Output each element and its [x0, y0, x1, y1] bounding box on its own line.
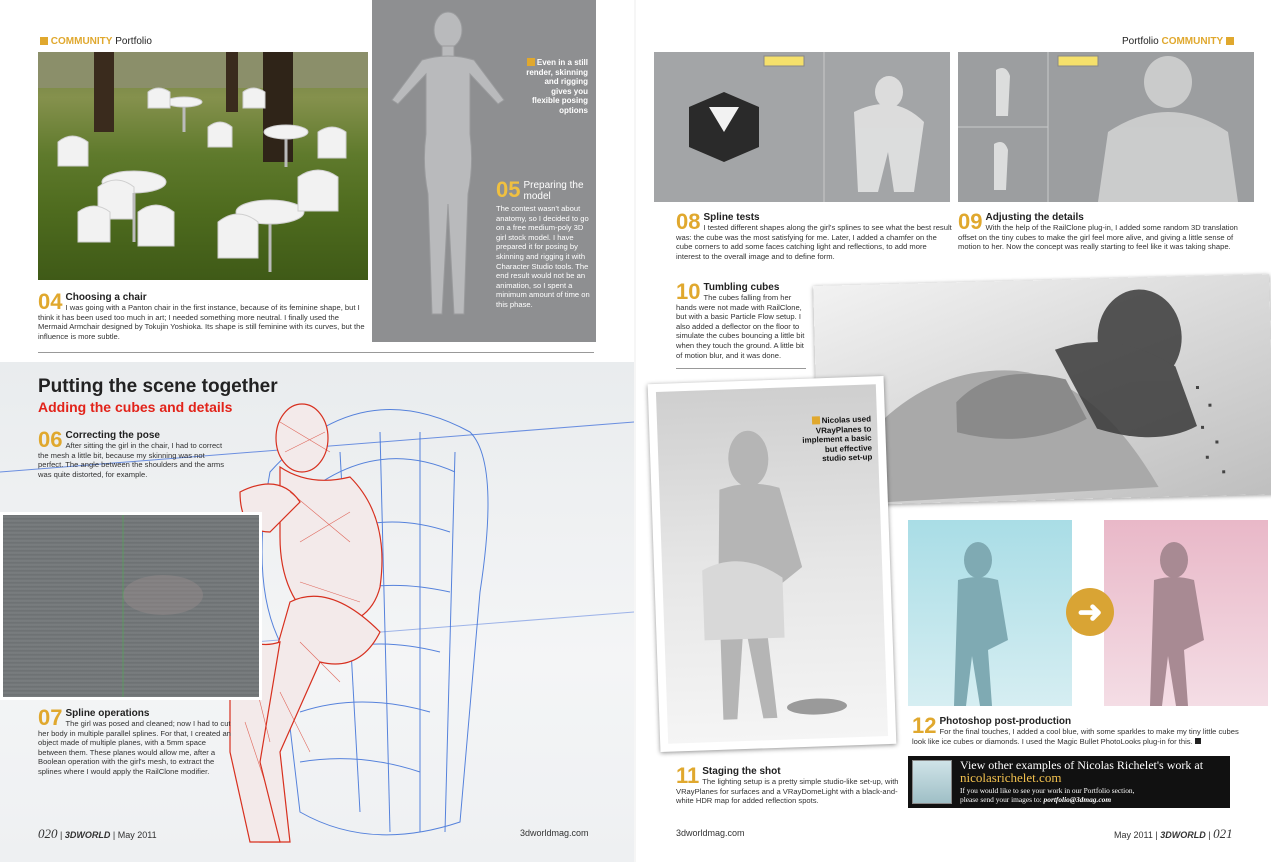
step-08-title: Spline tests [703, 212, 760, 223]
step-09-text: With the help of the RailClone plug-in, I added some random 3D translation offset on the tiny cubes to make the girl feel more alive, and giving a little sense of motion to her. Now the concept was really starting to feel like it was taking shape. [958, 223, 1238, 252]
caption-studio: Nicolas used VRayPlanes to implement a basic but effective studio set-up [802, 414, 873, 464]
promo-email-link[interactable]: portfolio@3dmag.com [1043, 794, 1112, 804]
issue-date: May 2011 [117, 830, 157, 840]
step-12-title: Photoshop post-production [939, 716, 1072, 727]
magazine-brand: 3DWORLD [64, 830, 111, 840]
running-head-left [40, 36, 152, 47]
section-heading: Putting the scene together [38, 376, 278, 397]
after-image-pink [1104, 520, 1268, 706]
step-06 [38, 427, 228, 479]
caption-square-icon [527, 58, 535, 66]
step-09 [958, 209, 1238, 252]
folio-right: May 2011 | 3DWORLD | 021 [1114, 826, 1233, 841]
caption-model: Even in a still render, skinning and rigging gives you flexible posing options [526, 58, 588, 115]
running-head-subsection: Portfolio [115, 36, 152, 47]
left-page [0, 0, 634, 862]
step-11-number: 11 [676, 763, 700, 788]
divider-rule [676, 368, 806, 369]
spline-tests-screenshot [654, 52, 950, 202]
step-10 [676, 279, 808, 360]
running-head-subsection: Portfolio [1122, 36, 1159, 47]
step-10-number: 10 [676, 279, 701, 304]
promo-headline: View other examples of Nicolas Richelet's work at [960, 758, 1204, 772]
divider-rule [38, 352, 594, 353]
page-number: 021 [1213, 826, 1233, 841]
step-12-text: For the final touches, I added a cool blue, with some sparkles to make my tiny little cubes look like ice cubes or diamonds. I used the Magic Bullet PhotoLooks plug-in for this. [912, 727, 1239, 746]
step-05-title: Preparing the model [523, 180, 584, 202]
caption-square-icon [812, 416, 820, 424]
step-11 [676, 763, 906, 806]
section-square-icon [1226, 37, 1234, 45]
step-06-number: 06 [38, 427, 63, 452]
step-05 [496, 177, 592, 310]
step-10-title: Tumbling cubes [703, 282, 780, 293]
step-12-number: 12 [912, 713, 937, 738]
section-header [38, 376, 278, 415]
step-09-title: Adjusting the details [985, 212, 1084, 223]
page-number: 020 [38, 826, 58, 841]
folio-url-right: 3dworldmag.com [676, 828, 745, 838]
right-page [636, 0, 1271, 862]
arrow-right-icon: ➜ [1066, 588, 1114, 636]
running-head-section: COMMUNITY [1161, 36, 1224, 47]
step-08-number: 08 [676, 209, 701, 234]
promo-thumbnail [912, 760, 952, 804]
step-04-text: I was going with a Panton chair in the first instance, because of its feminine shape, but I think it has been used too much in art; I needed something more neutral. I finally used the Mermaid Armchair designed by Tokujin Yoshioka. Its shape is still feminine with its curves, but the influence is more subtle. [38, 303, 365, 341]
step-12 [912, 713, 1252, 746]
step-10-text: The cubes falling from her hands were not made with RailClone, but with a basic Particle Flow setup. I also added a deflector on the floor to simulate the cubes bouncing a little bit when they touch the ground. A little bit of motion blur, and it was done. [676, 293, 805, 360]
promo-box [908, 756, 1230, 808]
studio-render-photo [648, 376, 897, 752]
folio-url-left: 3dworldmag.com [520, 828, 589, 838]
step-04-title: Choosing a chair [65, 292, 147, 303]
step-07-title: Spline operations [65, 708, 150, 719]
step-04-number: 04 [38, 289, 63, 314]
step-07-number: 07 [38, 705, 63, 730]
section-subheading: Adding the cubes and details [38, 399, 233, 415]
step-08 [676, 209, 952, 261]
step-04 [38, 289, 368, 341]
magazine-brand: 3DWORLD [1160, 830, 1206, 840]
issue-date: May 2011 [1114, 830, 1153, 840]
color-grading-comparison [908, 520, 1268, 706]
step-05-text: The contest wasn't about anatomy, so I decided to go on a free medium-poly 3D girl stock model. I have prepared it for posing by skinning and rigging it with Character Studio tools. The end result would not be an animation, so I spent a minimum amount of time on this phase. [496, 204, 590, 309]
promo-line1: If you would like to see your work in our Portfolio section, [960, 786, 1135, 795]
grey-model-render [372, 0, 596, 342]
running-head-right [1122, 36, 1234, 47]
folio-left: 020 | 3DWORLD | May 2011 [38, 826, 157, 841]
step-07 [38, 705, 234, 777]
end-mark-icon [1195, 738, 1201, 744]
step-11-title: Staging the shot [702, 766, 781, 777]
promo-line2: please send your images to: [960, 794, 1044, 804]
running-head-section: COMMUNITY [50, 36, 113, 47]
adjusting-details-screenshot [958, 52, 1254, 202]
chairs-on-grass-photo [38, 52, 368, 280]
step-05-number: 05 [496, 177, 521, 202]
before-image-blue [908, 520, 1072, 706]
step-07-text: The girl was posed and cleaned; now I had to cut her body in multiple parallel splines. For that, I created an object made of multiple planes, with a 5mm space between them. These planes would allow me, after a Boolean operation with the girl's mesh, to extract the splines where I would apply the RailClone modifier. [38, 719, 231, 776]
step-06-title: Correcting the pose [65, 430, 160, 441]
step-11-text: The lighting setup is a pretty simple studio-like set-up, with VRayPlanes for surfaces and a VRayDomeLight with a black-and-white HDR map for added reflection spots. [676, 777, 899, 806]
section-square-icon [40, 37, 48, 45]
spline-planes-inset [0, 512, 262, 700]
promo-url-link[interactable]: nicolasrichelet.com [960, 770, 1062, 785]
step-09-number: 09 [958, 209, 983, 234]
step-08-text: I tested different shapes along the girl's splines to see what the best result was: the cube was the most satisfying for me. Later, I added a chamfer on the cube corners to add some faces catching light and reflections, to add more interest to the overall image and to define form. [676, 223, 952, 261]
step-06-text: After sitting the girl in the chair, I had to correct the mesh a little bit, because my skinning was not perfect. The angle between the shoulders and the arms was quite distorted, for example. [38, 441, 225, 479]
